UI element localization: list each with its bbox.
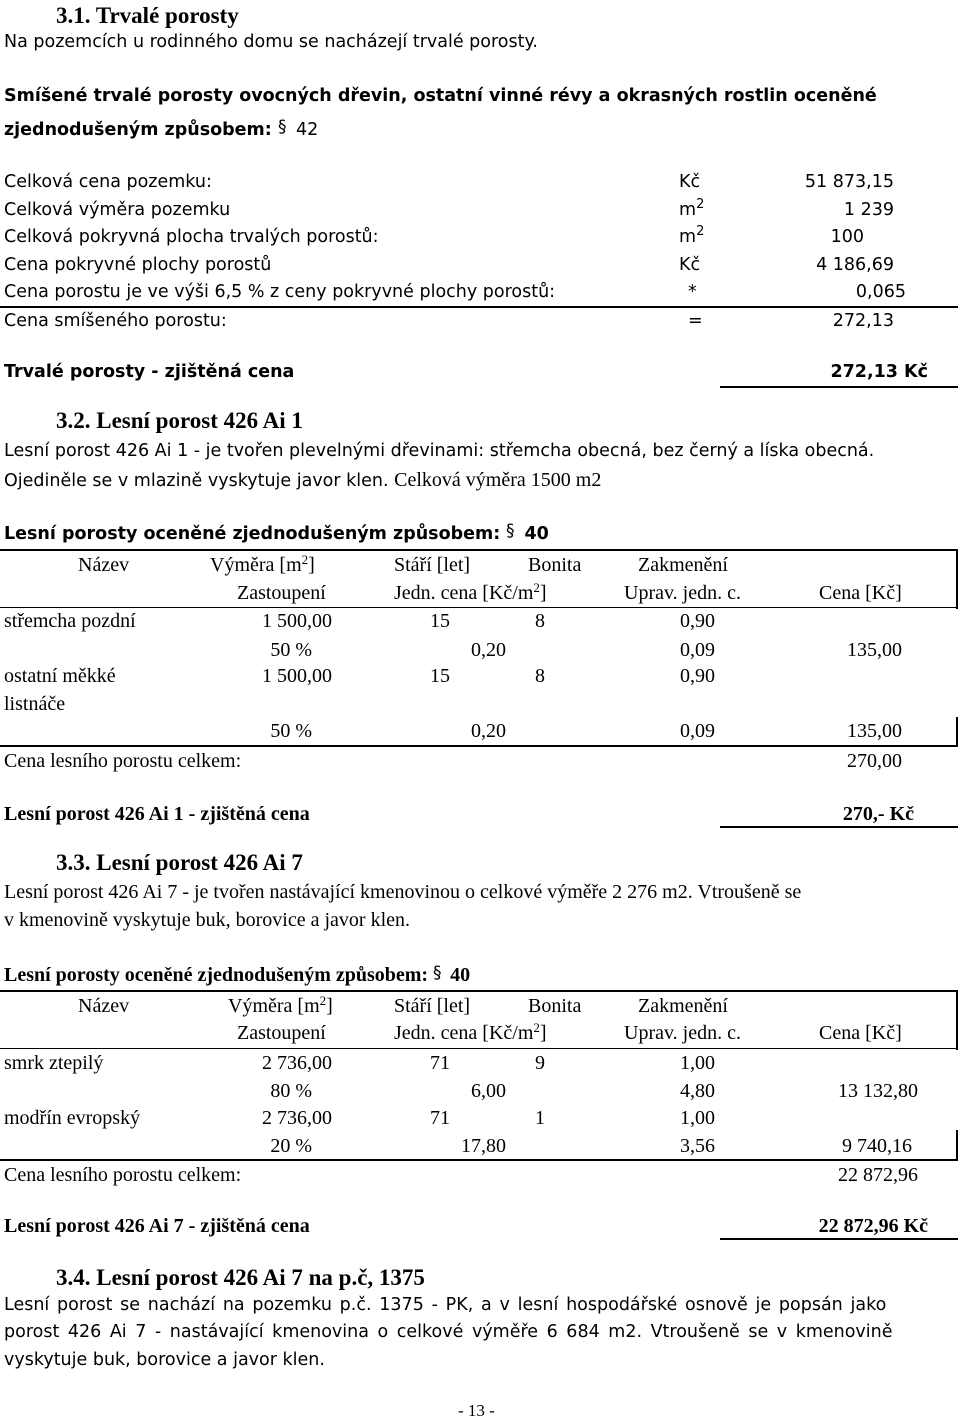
species-uprav: 3,56 [680, 1135, 715, 1157]
s31-method-line1: Smíšené trvalé porosty ovocných dřevin, ostatní vinné révy a okrasných rostlin oceněné [4, 86, 877, 106]
s31-row-value: 100 [830, 227, 864, 247]
s32-para-line1: Lesní porost 426 Ai 1 - je tvořen plevelnými dřevinami: střemcha obecná, bez černý a líska obecná. [4, 441, 875, 461]
table-right-border [956, 990, 958, 1050]
table-bottom-border [0, 1159, 958, 1161]
table-top-border [0, 549, 958, 551]
species-stari: 15 [430, 610, 450, 632]
s31-row-value: 272,13 [832, 311, 894, 331]
col-header-jedn-cena: Jedn. cena $[Kč/m^2]$ [394, 580, 547, 604]
col-header-cena: Cena [Kč] [819, 1022, 902, 1044]
result-underline [720, 386, 958, 388]
result-underline [720, 1238, 958, 1240]
species-bonita: 9 [535, 1052, 545, 1074]
species-cena: 135,00 [847, 720, 902, 742]
species-vymera: 2 736,00 [262, 1052, 332, 1074]
s31-row-value: 0,065 [855, 282, 906, 302]
table-right-border [956, 1130, 958, 1161]
species-zakmeneni: 0,90 [680, 610, 715, 632]
species-vymera: 1 500,00 [262, 665, 332, 687]
svg-text:§: § [433, 963, 442, 982]
col-header-stari: Stáří [let] [394, 554, 471, 576]
species-cena: 13 132,80 [838, 1080, 918, 1102]
species-jedn-cena: 0,20 [471, 720, 506, 742]
species-vymera: 1 500,00 [262, 610, 332, 632]
s32-para-line2: Ojediněle se v mlazině vyskytuje javor klen. Celková výměra 1500 m2 [4, 469, 602, 491]
s31-row-value: 51 873,15 [804, 172, 894, 192]
table-header-border [0, 607, 958, 608]
col-header-bonita: Bonita [528, 554, 582, 576]
species-uprav: 0,09 [680, 720, 715, 742]
s31-result-label: Trvalé porosty - zjištěná cena [4, 362, 295, 382]
s34-para-line1: Lesní porost se nachází na pozemku p.č. 1375 - PK, a v lesní hospodářské osnově je popsán jako [4, 1295, 887, 1315]
paragraph-sign-icon [278, 116, 290, 141]
col-header-uprav: Uprav. jedn. c. [624, 1022, 741, 1044]
species-zakmeneni: 1,00 [680, 1107, 715, 1129]
svg-text:§: § [506, 521, 515, 540]
s32-result-label: Lesní porost 426 Ai 1 - zjištěná cena [4, 803, 310, 825]
col-header-uprav: Uprav. jedn. c. [624, 582, 741, 604]
total-value: 270,00 [847, 750, 902, 772]
s33-para-line2: v kmenovině vyskytuje buk, borovice a javor klen. [4, 909, 411, 931]
species-name: modřín evropský [4, 1107, 141, 1129]
total-label: Cena lesního porostu celkem: [4, 1164, 242, 1186]
s33-method-line: Lesní porosty oceněné zjednodušeným způsobem: § 40 [4, 963, 471, 986]
s31-row-value: 1 239 [843, 200, 894, 220]
species-zastoupeni: 50 % [270, 639, 312, 661]
s31-row-label: Celková pokryvná plocha trvalých porostů: [4, 227, 379, 247]
paragraph-sign-icon [433, 962, 445, 986]
col-header-nazev: Název [78, 995, 130, 1017]
s33-result-value: 22 872,96 Kč [818, 1215, 928, 1237]
s31-row-label: Cena pokryvné plochy porostů [4, 255, 272, 275]
s32-result-value: 270,- Kč [842, 803, 914, 825]
svg-text:§: § [277, 117, 287, 136]
result-underline [720, 826, 958, 828]
s31-row-label: Celková výměra pozemku [4, 200, 231, 220]
table-bottom-border [0, 745, 958, 747]
table-right-border [956, 549, 958, 609]
species-bonita: 8 [535, 665, 545, 687]
species-name: ostatní měkké [4, 665, 116, 687]
total-label: Cena lesního porostu celkem: [4, 750, 242, 772]
species-bonita: 1 [535, 1107, 545, 1129]
species-stari: 71 [430, 1052, 450, 1074]
species-cena: 9 740,16 [842, 1135, 912, 1157]
species-uprav: 4,80 [680, 1080, 715, 1102]
col-header-zakmeneni: Zakmenění [638, 995, 728, 1017]
section-3-1-intro: Na pozemcích u rodinného domu se nacházejí trvalé porosty. [4, 32, 538, 52]
s32-method-line: Lesní porosty oceněné zjednodušeným způsobem: § 40 [4, 521, 549, 544]
col-header-bonita: Bonita [528, 995, 582, 1017]
section-3-3-heading: 3.3. Lesní porost 426 Ai 7 [56, 850, 303, 875]
paragraph-sign-icon [506, 520, 518, 545]
s31-row-unit: Kč [679, 255, 701, 275]
s34-para-line3: vyskytuje buk, borovice a javor klen. [4, 1350, 325, 1370]
species-zakmeneni: 1,00 [680, 1052, 715, 1074]
table-right-border [956, 717, 958, 747]
species-name: střemcha pozdní [4, 610, 136, 632]
col-header-cena: Cena [Kč] [819, 582, 902, 604]
s31-row-label: Cena smíšeného porostu: [4, 311, 227, 331]
table-header-border [0, 1048, 958, 1049]
species-jedn-cena: 0,20 [471, 639, 506, 661]
divider [0, 306, 958, 308]
col-header-zastoupeni: Zastoupení [237, 1022, 326, 1044]
col-header-zastoupeni: Zastoupení [237, 582, 326, 604]
total-value: 22 872,96 [838, 1164, 918, 1186]
s31-row-unit: $m^2$ [679, 197, 705, 220]
s31-row-value: 4 186,69 [816, 255, 894, 275]
s31-row-unit: $m^2$ [679, 224, 705, 247]
s33-result-label: Lesní porost 426 Ai 7 - zjištěná cena [4, 1215, 310, 1237]
species-stari: 15 [430, 665, 450, 687]
col-header-vymera: Výměra $[m^2]$ [228, 993, 333, 1017]
s34-para-line2: porost 426 Ai 7 - nastávající kmenovina o celkové výměře 6 684 m2. Vtroušeně se v kmenovině [4, 1322, 893, 1342]
species-name-cont: listnáče [4, 693, 66, 715]
species-vymera: 2 736,00 [262, 1107, 332, 1129]
section-3-1-heading: 3.1. Trvalé porosty [56, 3, 239, 28]
species-zastoupeni: 50 % [270, 720, 312, 742]
section-3-2-heading: 3.2. Lesní porost 426 Ai 1 [56, 408, 303, 433]
col-header-jedn-cena: Jedn. cena $[Kč/m^2]$ [394, 1020, 547, 1044]
species-name: smrk ztepilý [4, 1052, 104, 1074]
s31-row-unit: Kč [679, 172, 701, 192]
species-uprav: 0,09 [680, 639, 715, 661]
species-jedn-cena: 17,80 [461, 1135, 506, 1157]
s31-result-value: 272,13 Kč [830, 362, 928, 382]
table-top-border [0, 990, 958, 992]
col-header-zakmeneni: Zakmenění [638, 554, 728, 576]
species-bonita: 8 [535, 610, 545, 632]
s31-row-unit: = [688, 311, 703, 331]
species-zakmeneni: 0,90 [680, 665, 715, 687]
species-stari: 71 [430, 1107, 450, 1129]
s31-row-label: Cena porostu je ve výši 6,5 % z ceny pokryvné plochy porostů: [4, 282, 556, 302]
s33-para-line1: Lesní porost 426 Ai 7 - je tvořen nastávající kmenovinou o celkové výměře 2 276 m2. Vtroušeně se [4, 881, 802, 903]
s31-row-unit: * [688, 282, 697, 302]
section-3-4-heading: 3.4. Lesní porost 426 Ai 7 na p.č, 1375 [56, 1265, 425, 1290]
col-header-stari: Stáří [let] [394, 995, 471, 1017]
s31-row-label: Celková cena pozemku: [4, 172, 212, 192]
col-header-vymera: Výměra $[m^2]$ [210, 552, 315, 576]
species-jedn-cena: 6,00 [471, 1080, 506, 1102]
col-header-nazev: Název [78, 554, 130, 576]
species-zastoupeni: 20 % [270, 1135, 312, 1157]
species-zastoupeni: 80 % [270, 1080, 312, 1102]
s31-method-line2: zjednodušeným způsobem: § 42 [4, 117, 319, 140]
species-cena: 135,00 [847, 639, 902, 661]
page-number: - 13 - [458, 1401, 495, 1420]
